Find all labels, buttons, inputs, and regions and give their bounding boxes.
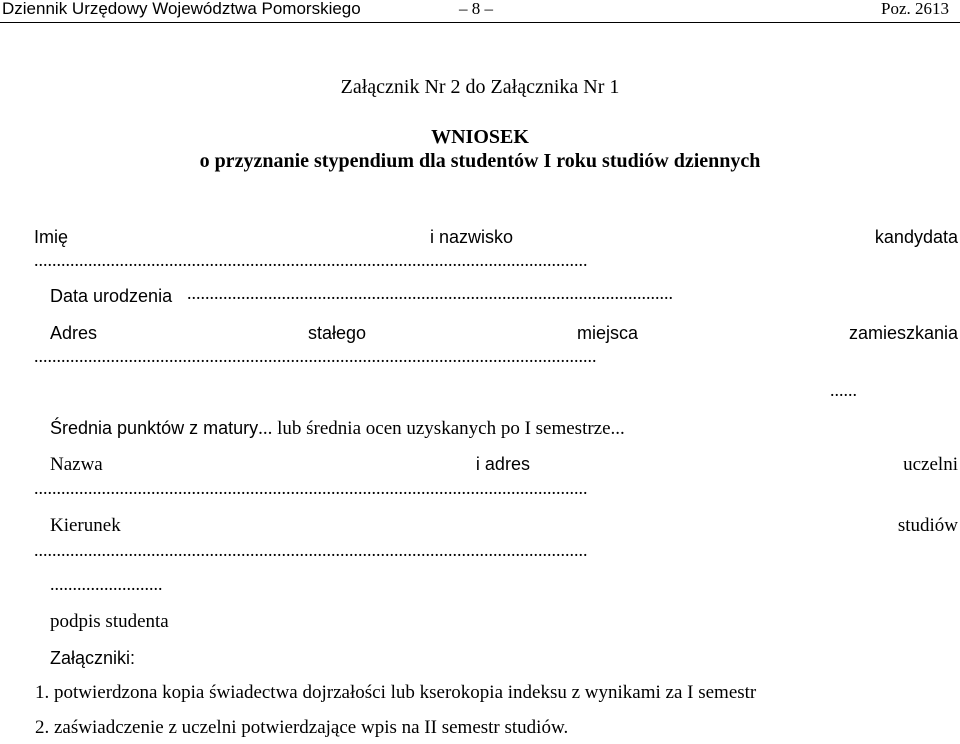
student-signature-label: podpis studenta bbox=[50, 611, 169, 632]
form-subtitle: o przyznanie stypendium dla studentów I roku studiów dziennych bbox=[199, 150, 761, 172]
average-field bbox=[50, 418, 625, 440]
birth-date-dots[interactable]: ............................................................................................................ bbox=[187, 283, 673, 303]
annex-title: Załącznik Nr 2 do Załącznika Nr 1 bbox=[340, 76, 620, 98]
field-of-study-dots-2[interactable]: ......................... bbox=[50, 574, 163, 594]
header-divider bbox=[0, 22, 960, 23]
field-of-study-dots-1[interactable]: ........................................................................................................................... bbox=[34, 540, 588, 560]
address-field-label bbox=[50, 323, 958, 344]
university-field-label bbox=[50, 454, 958, 476]
name-field-label bbox=[34, 227, 958, 248]
address-word-3: miejsca bbox=[576, 323, 638, 343]
field-word-2: studiów bbox=[897, 515, 958, 536]
name-word-3: kandydata bbox=[874, 227, 958, 247]
page-header bbox=[0, 0, 960, 22]
attachment-item-2: 2. zaświadczenie z uczelni potwierdzające wpis na II semestr studiów. bbox=[35, 717, 569, 738]
address-dots-line-2[interactable]: ...... bbox=[830, 380, 857, 400]
birth-date-field bbox=[50, 286, 172, 307]
field-of-study-label bbox=[50, 515, 958, 537]
attachments-label: Załączniki: bbox=[50, 648, 136, 668]
journal-name: Dziennik Urzędowy Województwa Pomorskiego bbox=[2, 0, 361, 18]
position-number: Poz. 2613 bbox=[881, 0, 949, 18]
university-word-1: Nazwa bbox=[50, 454, 103, 475]
address-dots-line-1[interactable]: ............................................................................................................................. bbox=[34, 346, 597, 366]
address-word-4: zamieszkania bbox=[848, 323, 958, 343]
university-dots[interactable]: ........................................................................................................................... bbox=[34, 478, 588, 498]
university-word-3: uczelni bbox=[903, 454, 958, 475]
attachment-item-1: 1. potwierdzona kopia świadectwa dojrzałości lub kserokopia indeksu z wynikami za I semestr bbox=[35, 682, 757, 703]
address-word-1: Adres bbox=[50, 323, 98, 343]
average-label-semester: lub średnia ocen uzyskanych po I semestrze bbox=[272, 418, 611, 439]
page-number: – 8 – bbox=[459, 0, 493, 18]
name-word-1: Imię bbox=[34, 227, 69, 247]
field-word-1: Kierunek bbox=[50, 515, 121, 536]
birth-date-label: Data urodzenia bbox=[50, 286, 173, 306]
address-word-2: stałego bbox=[307, 323, 367, 343]
university-word-2: i adres bbox=[475, 454, 530, 474]
name-field-dots[interactable]: ........................................................................................................................... bbox=[34, 250, 588, 270]
average-dots-matura[interactable]: ... bbox=[258, 418, 273, 439]
name-word-2: i nazwisko bbox=[429, 227, 513, 247]
form-title: WNIOSEK bbox=[431, 126, 529, 148]
average-dots-semester[interactable]: ... bbox=[610, 418, 625, 439]
average-label-matura: Średnia punktów z matury bbox=[50, 418, 259, 438]
